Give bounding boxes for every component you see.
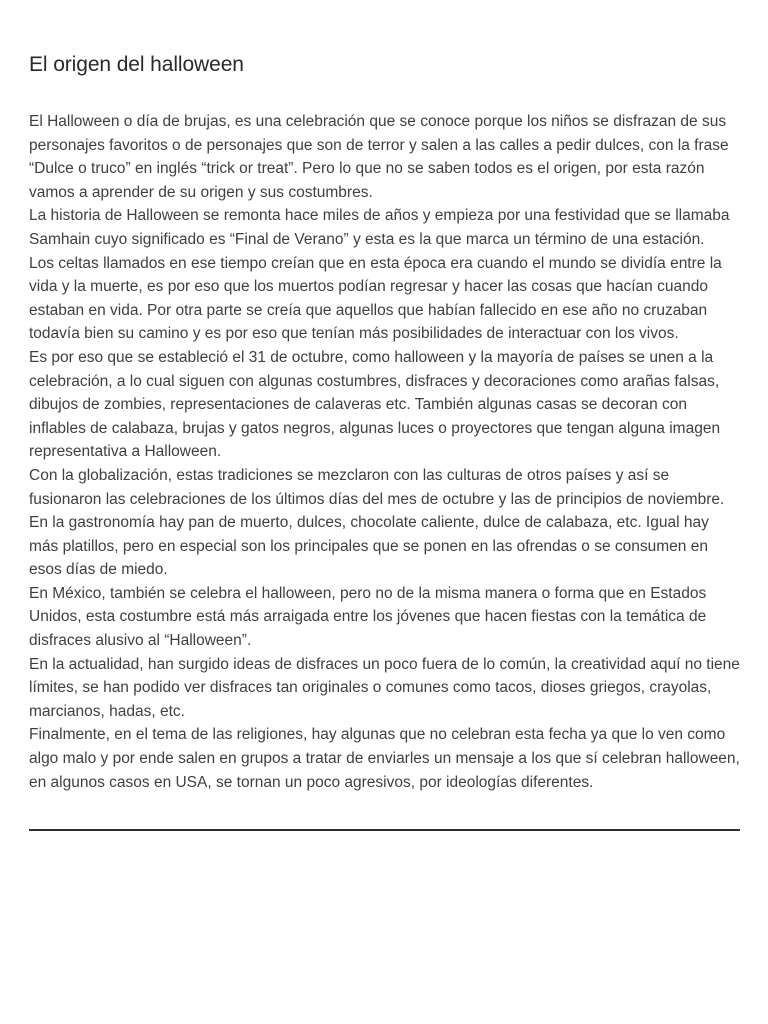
article-paragraph: Es por eso que se estableció el 31 de octubre, como halloween y la mayoría de países se unen a la celebración, a lo cual siguen con algunas costumbres, disfraces y decoraciones como arañas falsas, dibujos de zombies, representaciones de calaveras etc. También algunas casas se decoran con inflables de calabaza, brujas y gatos negros, algunas luces o proyectores que tengan alguna imagen representativa a Halloween.: [29, 348, 721, 461]
article-paragraph: En la actualidad, han surgido ideas de disfraces un poco fuera de lo común, la creatividad aquí no tiene límites, se han podido ver disfraces tan originales o comunes como tacos, dioses griegos, crayolas, marcianos, hadas, etc.: [29, 655, 740, 720]
horizontal-divider: [29, 829, 740, 831]
article-title: El origen del halloween: [29, 53, 244, 76]
article-paragraph: El Halloween o día de brujas, es una celebración que se conoce porque los niños se disfrazan de sus personajes favoritos o de personajes que son de terror y salen a las calles a pedir dulces, con la frase “Dulce o truco” en inglés “trick or treat”. Pero lo que no se saben todos es el origen, por esta razón vamos a aprender de su origen y sus costumbres.: [29, 113, 729, 201]
article-paragraph: En México, también se celebra el halloween, pero no de la misma manera o forma que en Estados Unidos, esta costumbre está más arraigada entre los jóvenes que hacen fiestas con la temática de disfraces alusivo al “Halloween”.: [29, 584, 707, 650]
article: [29, 50, 741, 794]
article-paragraph: Los celtas llamados en ese tiempo creían que en esta época era cuando el mundo se dividía entre la vida y la muerte, es por eso que los muertos podían regresar y hacer las cosas que hacían cuando estaban en vida. Por otra parte se creía que aquellos que habían fallecido en ese año no cruzaban todavía bien su camino y es por eso que tenían más posibilidades de interactuar con los vivos.: [29, 254, 722, 343]
article-paragraph: Con la globalización, estas tradiciones se mezclaron con las culturas de otros países y así se fusionaron las celebraciones de los últimos días del mes de octubre y las de principios de noviembre. En la gastronomía hay pan de muerto, dulces, chocolate caliente, dulce de calabaza, etc. Igual hay más platillos, pero en especial son los principales que se ponen en las ofrendas o se consumen en esos días de miedo.: [29, 466, 725, 579]
article-paragraph: La historia de Halloween se remonta hace miles de años y empieza por una festividad que se llamaba Samhain cuyo significado es “Final de Verano” y esta es la que marca un término de una estación.: [29, 207, 730, 248]
article-paragraph: Finalmente, en el tema de las religiones, hay algunas que no celebran esta fecha ya que lo ven como algo malo y por ende salen en grupos a tratar de enviarles un mensaje a los que sí celebran halloween, en algunos casos en USA, se tornan un poco agresivos, por ideologías diferentes.: [29, 726, 740, 791]
article-body: [29, 110, 741, 794]
